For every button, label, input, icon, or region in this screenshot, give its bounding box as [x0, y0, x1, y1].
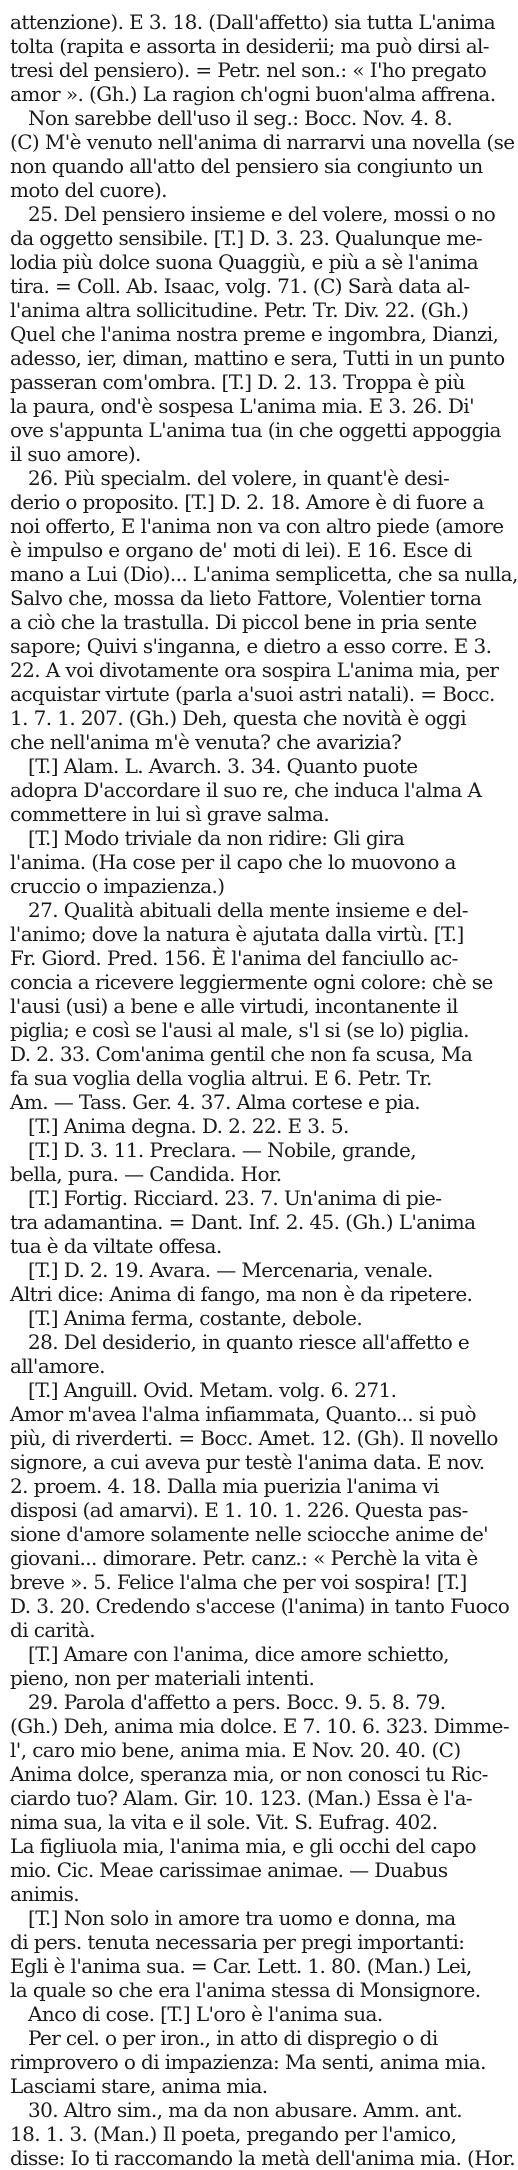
text-line: fa sua voglia della voglia altrui. E 6. Petr. Tr.: [10, 1066, 432, 1090]
text-line: 30. Altro sim., ma da non abusare. Amm. ant.: [28, 2098, 462, 2122]
text-line: tolta (rapita e assorta in desiderii; ma può dirsi al-: [10, 34, 489, 58]
text-line: signore, a cui aveva pur testè l'anima data. E nov.: [10, 1450, 485, 1474]
text-line: breve ». 5. Felice l'alma che per voi sospira! [T.]: [10, 1570, 467, 1594]
text-line: [T.] Modo triviale da non ridire: Gli gira: [28, 826, 405, 850]
text-line: passeran com'ombra. [T.] D. 2. 13. Troppa è più: [10, 370, 465, 394]
text-line: [T.] Non solo in amore tra uomo e donna, ma: [28, 1906, 456, 1930]
text-line: tira. = Coll. Ab. Isaac, volg. 71. (C) Sarà data al-: [10, 274, 470, 298]
text-line: Egli è l'anima sua. = Car. Lett. 1. 80. (Man.) Lei,: [10, 1954, 472, 1978]
text-line: disse: Io ti raccomando la metà dell'anima mia. (Hor.: [10, 2146, 516, 2170]
text-line: più, di riverderti. = Bocc. Amet. 12. (Gh). Il novello: [10, 1426, 498, 1450]
text-line: 28. Del desiderio, in quanto riesce all'affetto e: [28, 1330, 470, 1354]
text-line: animis.: [10, 1882, 79, 1906]
text-line: noi offerto, E l'anima non va con altro piede (amore: [10, 514, 504, 538]
text-line: [T.] Anima degna. D. 2. 22. E 3. 5.: [28, 1114, 349, 1138]
text-line: [T.] Alam. L. Avarch. 3. 34. Quanto puote: [28, 754, 418, 778]
text-line: Lasciami stare, anima mia.: [10, 2074, 268, 2098]
text-line: l'anima. (Ha cose per il capo che lo muovono a: [10, 850, 456, 874]
text-line: il suo amore).: [10, 442, 141, 466]
text-line: acquistar virtute (parla a'suoi astri natali). = Bocc.: [10, 682, 495, 706]
text-line: che nell'anima m'è venuta? che avarizia?: [10, 730, 402, 754]
text-line: Anima dolce, speranza mia, or non conosci tu Ric-: [10, 1762, 488, 1786]
text-line: bella, pura. — Candida. Hor.: [10, 1162, 282, 1186]
text-line: l', caro mio bene, anima mia. E Nov. 20. 40. (C): [10, 1738, 461, 1762]
text-line: mano a Lui (Dio)... L'anima semplicetta, che sa nulla,: [10, 562, 518, 586]
text-line: amor ». (Gh.) La ragion ch'ogni buon'alma affrena.: [10, 82, 496, 106]
text-line: è impulso e organo de' moti di lei). E 16. Esce di: [10, 538, 472, 562]
text-line: derio o proposito. [T.] D. 2. 18. Amore è di fuore a: [10, 490, 484, 514]
text-line: tra adamantina. = Dant. Inf. 2. 45. (Gh.) L'anima: [10, 1210, 476, 1234]
text-line: mio. Cic. Meae carissimae animae. — Duabus: [10, 1858, 448, 1882]
text-line: 1. 7. 1. 207. (Gh.) Deh, questa che novità è oggi: [10, 706, 467, 730]
text-line: la paura, ond'è sospesa L'anima mia. E 3. 26. Di': [10, 394, 474, 418]
text-line: cruccio o impazienza.): [10, 874, 225, 898]
text-line: Anco di cose. [T.] L'oro è l'anima sua.: [28, 2002, 383, 2026]
text-line: Am. — Tass. Ger. 4. 37. Alma cortese e pia.: [10, 1090, 421, 1114]
text-line: disposi (ad amarvi). E 1. 10. 1. 226. Questa pas-: [10, 1498, 468, 1522]
text-line: moto del cuore).: [10, 178, 167, 202]
text-line: ciardo tuo? Alam. Gir. 10. 123. (Man.) Essa è l'a-: [10, 1786, 473, 1810]
text-line: non quando all'atto del pensiero sia congiunto un: [10, 154, 483, 178]
text-line: [T.] Amare con l'anima, dice amore schietto,: [28, 1642, 449, 1666]
text-line: [T.] Fortig. Ricciard. 23. 7. Un'anima di pie-: [28, 1186, 442, 1210]
text-line: La figliuola mia, l'anima mia, e gli occhi del capo: [10, 1834, 476, 1858]
text-line: piglia; e così se l'ausi al male, s'l si (se lo) piglia.: [10, 1018, 469, 1042]
text-line: all'amore.: [10, 1354, 105, 1378]
text-line: tua è da viltate offesa.: [10, 1234, 222, 1258]
text-line: di carità.: [10, 1618, 95, 1642]
text-line: 22. A voi divotamente ora sospira L'anima mia, per: [10, 658, 499, 682]
text-line: [T.] Anguill. Ovid. Metam. volg. 6. 271.: [28, 1378, 397, 1402]
text-line: da oggetto sensibile. [T.] D. 3. 23. Qualunque me-: [10, 226, 482, 250]
text-line: Amor m'avea l'alma infiammata, Quanto... si può: [10, 1402, 476, 1426]
text-line: adesso, ier, diman, mattino e sera, Tutti in un punto: [10, 346, 505, 370]
text-line: 25. Del pensiero insieme e del volere, mossi o no: [28, 202, 496, 226]
text-line: a ciò che la trastulla. Di piccol bene in pria sente: [10, 610, 477, 634]
text-line: attenzione). E 3. 18. (Dall'affetto) sia tutta L'anima: [10, 10, 496, 34]
text-line: concia a ricevere leggiermente ogni colore: chè se: [10, 970, 493, 994]
text-line: Altri dice: Anima di fango, ma non è da ripetere.: [10, 1282, 473, 1306]
text-line: lodia più dolce suona Quaggiù, e più a sè l'anima: [10, 250, 479, 274]
text-line: sapore; Quivi s'inganna, e dietro a esso corre. E 3.: [10, 634, 492, 658]
text-line: 27. Qualità abituali della mente insieme e del-: [28, 898, 468, 922]
text-line: giovani... dimorare. Petr. canz.: « Perchè la vita è: [10, 1546, 478, 1570]
text-line: tresi del pensiero). = Petr. nel son.: « I'ho pregato: [10, 58, 487, 82]
text-line: Salvo che, mossa da lieto Fattore, Volentier torna: [10, 586, 482, 610]
text-line: l'ausi (usi) a bene e alle virtudi, incontanente il: [10, 994, 458, 1018]
text-line: D. 2. 33. Com'anima gentil che non fa scusa, Ma: [10, 1042, 473, 1066]
text-line: Quel che l'anima nostra preme e ingombra, Dianzi,: [10, 322, 499, 346]
text-line: [T.] Anima ferma, costante, debole.: [28, 1306, 363, 1330]
text-line: l'animo; dove la natura è ajutata dalla virtù. [T.]: [10, 922, 464, 946]
text-line: [T.] D. 2. 19. Avara. — Mercenaria, venale.: [28, 1258, 433, 1282]
text-line: 26. Più specialm. del volere, in quant'è desi-: [28, 466, 450, 490]
text-line: Per cel. o per iron., in atto di dispregio o di: [28, 2026, 438, 2050]
text-line: commettere in lui sì grave salma.: [10, 802, 330, 826]
text-line: nima sua, la vita e il sole. Vit. S. Eufrag. 402.: [10, 1810, 438, 1834]
text-line: adopra D'accordare il suo re, che induca l'alma A: [10, 778, 482, 802]
text-line: (C) M'è venuto nell'anima di narrarvi una novella (se: [10, 130, 515, 154]
text-line: sione d'amore solamente nelle sciocche anime de': [10, 1522, 489, 1546]
text-line: ove s'appunta L'anima tua (in che oggetti appoggia: [10, 418, 501, 442]
text-line: Non sarebbe dell'uso il seg.: Bocc. Nov. 4. 8.: [28, 106, 453, 130]
text-line: Fr. Giord. Pred. 156. È l'anima del fanciullo ac-: [10, 946, 458, 970]
text-line: (Gh.) Deh, anima mia dolce. E 7. 10. 6. 323. Dimme-: [10, 1714, 509, 1738]
text-line: l'anima altra sollicitudine. Petr. Tr. Div. 22. (Gh.): [10, 298, 469, 322]
text-line: pieno, non per materiali intenti.: [10, 1666, 315, 1690]
text-line: 29. Parola d'affetto a pers. Bocc. 9. 5. 8. 79.: [28, 1690, 446, 1714]
text-line: 2. proem. 4. 18. Dalla mia puerizia l'anima vi: [10, 1474, 439, 1498]
text-line: la quale so che era l'anima stessa di Monsignore.: [10, 1978, 481, 2002]
text-line: D. 3. 20. Credendo s'accese (l'anima) in tanto Fuoco: [10, 1594, 510, 1618]
text-line: [T.] D. 3. 11. Preclara. — Nobile, grande,: [28, 1138, 416, 1162]
text-line: di pers. tenuta necessaria per pregi importanti:: [10, 1930, 465, 1954]
text-line: 18. 1. 3. (Man.) Il poeta, pregando per l'amico,: [10, 2122, 457, 2146]
text-line: rimprovero o di impazienza: Ma senti, anima mia.: [10, 2050, 486, 2074]
